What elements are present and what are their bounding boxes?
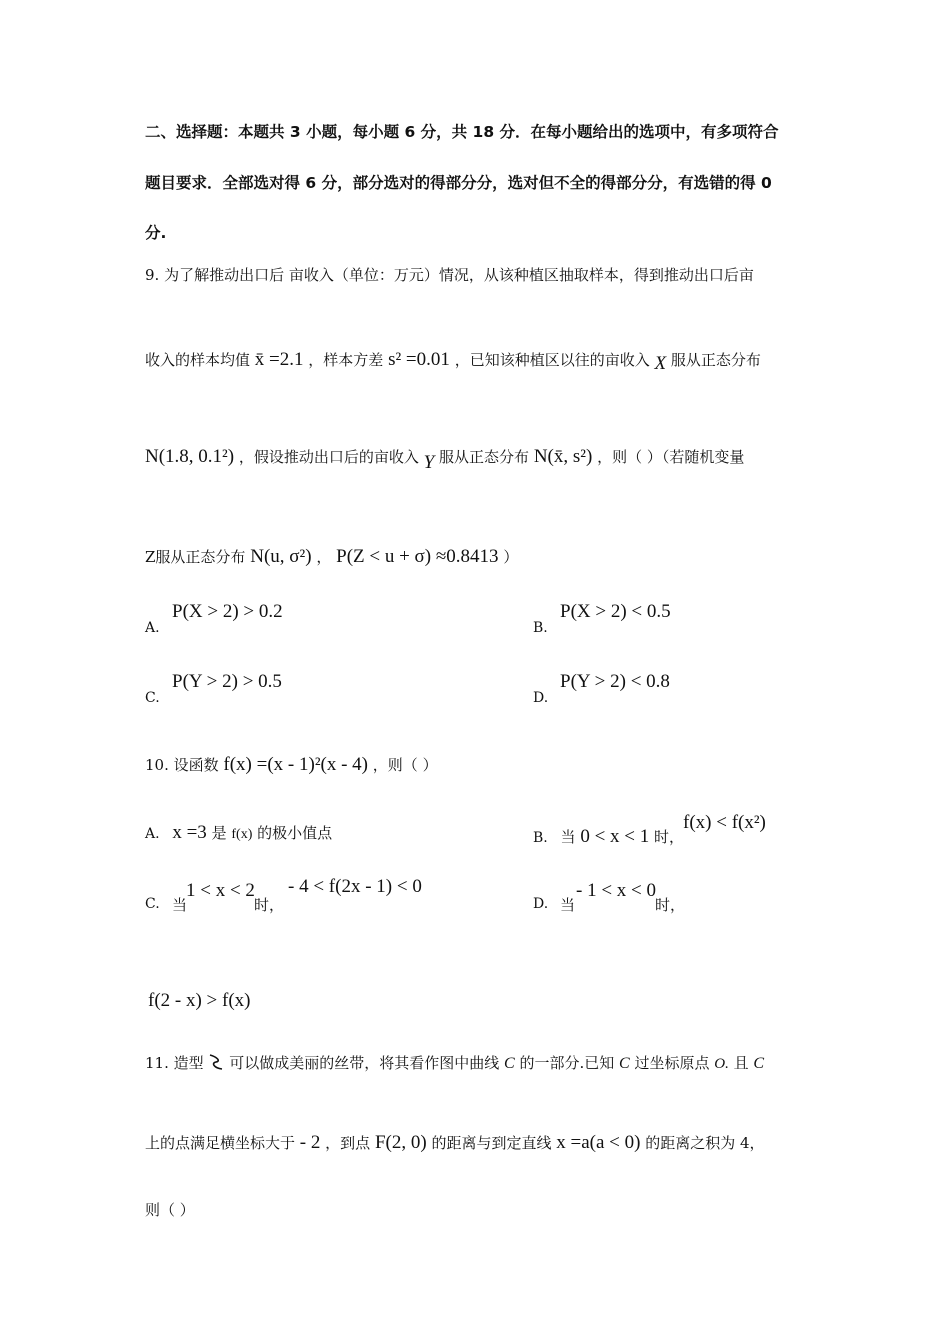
- q9-text: ）: [503, 548, 519, 566]
- q9-probability: P(Z < u + σ) ≈0.8413: [336, 546, 499, 567]
- q11-text: 且: [733, 1054, 749, 1072]
- q11-var-o: O.: [714, 1056, 729, 1072]
- q9-text: ，假设推动出口后的亩收入: [238, 448, 419, 466]
- q10-text: ，则（ ）: [372, 756, 438, 774]
- q9-text: Z服从正态分布: [145, 548, 246, 566]
- section-header-line3: 分.: [145, 224, 167, 242]
- q11-text: 11. 造型: [145, 1054, 204, 1072]
- option-text: 当: [560, 896, 576, 914]
- q9-text: ，已知该种植区以往的亩收入: [454, 351, 650, 369]
- option-expr: P(Y > 2) > 0.5: [172, 671, 282, 692]
- q9-text: ，样本方差: [308, 351, 384, 369]
- option-cond: 0 < x < 1: [580, 826, 650, 847]
- option-text: 当: [172, 896, 188, 914]
- q11-point-f: F(2, 0): [374, 1132, 427, 1153]
- option-expr: f(x) < f(x²): [683, 812, 766, 833]
- option-text: 时，: [254, 896, 285, 914]
- option-label: C.: [145, 690, 160, 706]
- option-expr: - 4 < f(2x - 1) < 0: [288, 876, 422, 897]
- q9-text: 服从正态分布: [439, 448, 530, 466]
- option-expr: P(X > 2) > 0.2: [172, 601, 283, 622]
- section-header-line1: 二、选择题：本题共 3 小题，每小题 6 分，共 18 分．在每小题给出的选项中，有多项符合: [145, 123, 779, 141]
- option-expr: x =3: [172, 822, 207, 843]
- option-label: C.: [145, 896, 160, 912]
- option-text: 当: [560, 828, 576, 846]
- q11-line2: [145, 1132, 765, 1154]
- q11-var-c: C: [753, 1055, 765, 1072]
- q9-dist-y: N(x̄, s²): [533, 446, 593, 467]
- option-label: A.: [145, 620, 160, 636]
- q9-text: 收入的样本均值: [145, 351, 251, 369]
- q9-dist-z: N(u, σ²): [250, 546, 312, 567]
- option-label: B.: [533, 830, 548, 846]
- q9-var-y: Y: [423, 452, 435, 473]
- q11-var-c: C: [503, 1055, 515, 1072]
- q10-function: f(x) =(x - 1)²(x - 4): [223, 754, 369, 775]
- option-expr: f(x): [231, 827, 253, 842]
- q11-line-expr: x =a(a < 0): [556, 1132, 641, 1153]
- q11-neg-two: - 2: [299, 1132, 321, 1153]
- q10-stem: [145, 754, 438, 776]
- q9-line4: [145, 546, 518, 568]
- q10-text: 10. 设函数: [145, 756, 219, 774]
- option-expr: f(2 - x) > f(x): [148, 990, 251, 1011]
- option-text: 时，: [655, 896, 686, 914]
- q9-text: ，: [316, 548, 332, 566]
- q11-var-c: C: [619, 1055, 630, 1072]
- q9-text: 服从正态分布: [670, 351, 761, 369]
- option-expr: P(X > 2) < 0.5: [560, 601, 671, 622]
- q11-text: 的距离之积为 4，: [645, 1134, 765, 1152]
- option-label: A.: [145, 826, 160, 842]
- option-cond: 1 < x < 2: [186, 880, 255, 901]
- q9-text: ，则（ ）（若随机变量: [597, 448, 745, 466]
- section-header-line2: 题目要求．全部选对得 6 分，部分选对的得部分分，选对但不全的得部分分，有选错的得 0: [145, 174, 772, 192]
- q10-option-a[interactable]: [145, 822, 332, 844]
- q9-line3: [145, 446, 745, 473]
- option-text: 时，: [654, 828, 685, 846]
- q9-line1: 9. 为了解推动出口后 亩收入（单位：万元）情况，从该种植区抽取样本，得到推动出口后亩: [145, 266, 754, 284]
- option-text: 是: [211, 824, 227, 842]
- q11-text: ，到点: [325, 1134, 371, 1152]
- q11-line1: [145, 1052, 764, 1073]
- q9-dist-x: N(1.8, 0.1²): [145, 446, 235, 467]
- ribbon-shape-icon: [208, 1053, 224, 1071]
- q9-mean-expr: x̄ =2.1: [254, 349, 304, 370]
- q11-text: 的一部分.已知: [519, 1054, 615, 1072]
- option-prefix: [533, 826, 684, 848]
- q9-var-x: X: [654, 353, 667, 374]
- option-label: D.: [533, 690, 549, 706]
- q11-text: 过坐标原点: [634, 1054, 710, 1072]
- option-text: 的极小值点: [257, 824, 333, 842]
- q9-line2: [145, 349, 761, 374]
- q11-text: 上的点满足横坐标大于: [145, 1134, 296, 1152]
- option-label: B.: [533, 620, 548, 636]
- q9-variance-expr: s² =0.01: [388, 349, 450, 370]
- q11-line3: 则（ ）: [145, 1201, 195, 1219]
- option-expr: P(Y > 2) < 0.8: [560, 671, 670, 692]
- q11-text: 可以做成美丽的丝带，将其看作图中曲线: [229, 1054, 500, 1072]
- q11-text: 的距离与到定直线: [431, 1134, 552, 1152]
- option-cond: - 1 < x < 0: [576, 880, 657, 901]
- option-label: D.: [533, 896, 549, 912]
